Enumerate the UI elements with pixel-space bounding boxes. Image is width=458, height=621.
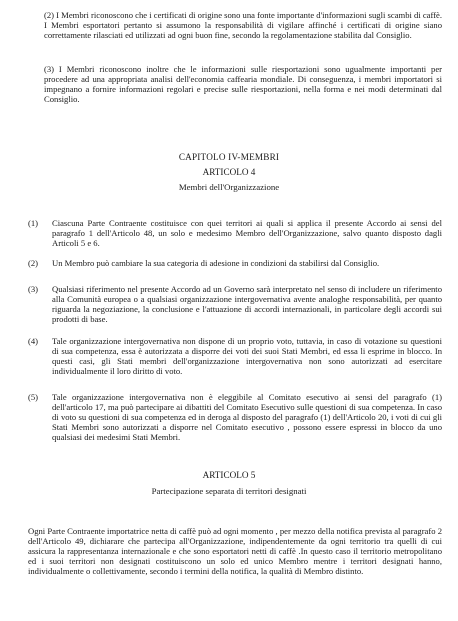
article-4-heading: ARTICOLO 4 xyxy=(202,167,256,177)
item-text: Tale organizzazione intergovernativa non è eleggibile al Comitato esecutivo ai sensi del paragrafo (1) dell'articolo 17, ma può partecipare ai dibattiti del Comitato Esecutivo sulle questioni di sua competenza. In caso di voto su questioni di sua competenza ed in deroga al disposto del paragrafo (1) dell'Articolo 20, i voti di cui gli Stati Membri sono autorizzati a disporre nel Comitato esecutivo , possono essere espressi in blocco da uno qualsiasi dei medesimi Stati Membri. xyxy=(52,392,442,443)
article-5-paragraph: Ogni Parte Contraente importatrice netta di caffè può ad ogni momento , per mezzo della notifica prevista al paragrafo 2 dell'Articolo 49, dichiarare che partecipa all'Organizzazione, indipendentemente da ogni territorio tra quelli di cui assicura la rappresentanza internazionale e che sono esportatori netti di caffè .In questo caso il territorio metropolitano ed i suoi territori non designati costituiscono un solo ed unico Membro mentre i territori designati hanno, individualmente o collettivamente, secondo i termini della notifica, la qualità di Membro distinto. xyxy=(28,526,442,577)
item-text: Un Membro può cambiare la sua categoria di adesione in condizioni da stabilirsi dal Consiglio. xyxy=(52,258,380,268)
chapter-heading: CAPITOLO IV-MEMBRI xyxy=(178,152,280,162)
item-text: Qualsiasi riferimento nel presente Accordo ad un Governo sarà interpretato nel senso di includere un riferimento alla Comunità europea o a qualsiasi organizzazione intergovernativa avente analoghe responsabilità, per quanto riguarda la negoziazione, la conclusione e l'attuazione di accordi internazionali, in particolare degli accordi sui prodotti di base. xyxy=(52,284,442,325)
article-4-title: Membri dell'Organizzazione xyxy=(178,182,280,192)
item-number: (2) xyxy=(28,258,39,268)
article-5-title: Partecipazione separata di territori designati xyxy=(151,486,307,496)
item-number: (1) xyxy=(28,218,39,228)
article-5-heading: ARTICOLO 5 xyxy=(202,470,256,480)
item-number: (4) xyxy=(28,336,39,346)
paragraph-3-reexports: (3) I Membri riconoscono inoltre che le informazioni sulle riesportazioni sono ugualmente importanti per procedere ad una appropriata analisi dell'economia caffearia mondiale. Di conseguenza, i membri importatori si impegnano a fornire informazioni regolari e precise sulle riesportazioni, nella forma e nei modi determinati dal Consiglio. xyxy=(44,64,442,105)
item-text: Tale organizzazione intergovernativa non dispone di un proprio voto, tuttavia, in caso di votazione su questioni di sua competenza, essa è autorizzata a disporre dei voti dei suoi Stati Membri, ed essa li esprime in blocco. In questi casi, gli Stati membri dell'organizzazione intergovernativa non sono autorizzati ad esercitare individualmente il loro diritto di voto. xyxy=(52,336,442,377)
item-text: Ciascuna Parte Contraente costituisce con quei territori ai quali si applica il presente Accordo ai sensi del paragrafo 1 dell'Articolo 48, un solo e medesimo Membro dell'Organizzazione, salvo quanto disposto dagli Articoli 5 e 6. xyxy=(52,218,442,249)
paragraph-2-certificates: (2) I Membri riconoscono che i certificati di origine sono una fonte importante d'informazioni sugli scambi di caffè. I Membri esportatori pertanto si assumono la responsabilità di vigilare affinché i certificati di origine siano correttamente rilasciati ed utilizzati ad ogni buon fine, secondo la regolamentazione stabilita dal Consiglio. xyxy=(44,10,443,41)
item-number: (5) xyxy=(28,392,39,402)
item-number: (3) xyxy=(28,284,39,294)
